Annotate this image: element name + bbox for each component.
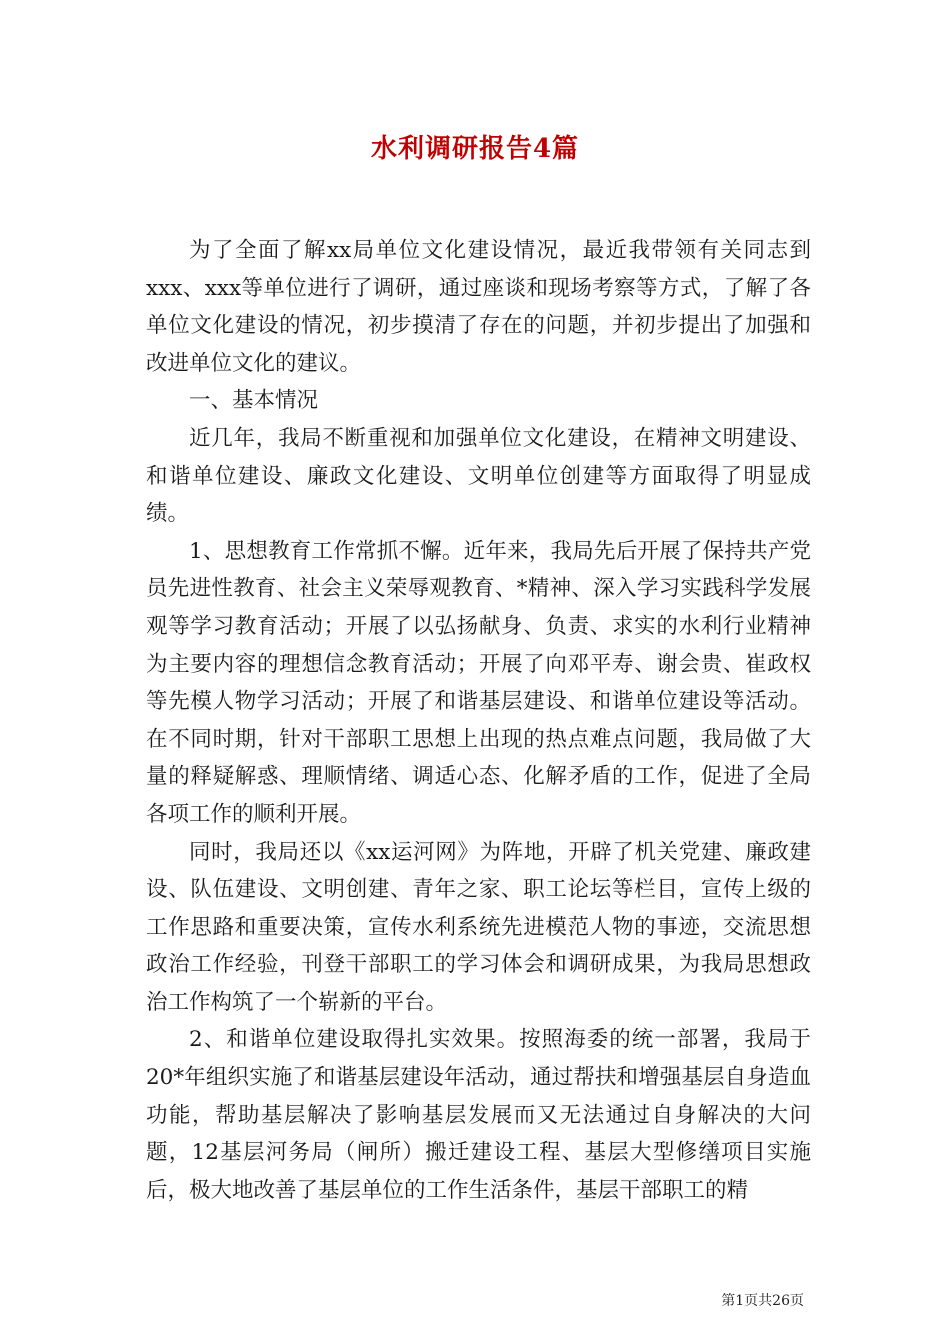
section-heading-basic-situation: 一、基本情况 (189, 388, 319, 414)
page-number: 第1页共26页 (721, 1293, 804, 1309)
document-title: 水利调研报告4篇 (370, 134, 580, 164)
paragraph-website: 同时，我局还以《xx运河网》为阵地，开辟了机关党建、廉政建设、队伍建设、文明创建、青年之家、职工论坛等栏目，宣传上级的工作思路和重要决策，宣传水利系统先进模范人物的事迹，交流思想政治工作经验，刊登干部职工的学习体会和调研成果，为我局思想政治工作构筑了一个崭新的平台。 (146, 839, 811, 1015)
paragraph-overview: 近几年，我局不断重视和加强单位文化建设，在精神文明建设、和谐单位建设、廉政文化建设、文明单位创建等方面取得了明显成绩。 (146, 425, 811, 527)
document-body (146, 232, 811, 1209)
paragraph-harmonious-unit: 2、和谐单位建设取得扎实效果。按照海委的统一部署，我局于20*年组织实施了和谐基层建设年活动，通过帮扶和增强基层自身造血功能，帮助基层解决了影响基层发展而又无法通过自身解决的大问题，12基层河务局（闸所）搬迁建设工程、基层大型修缮项目实施后，极大地改善了基层单位的工作生活条件，基层干部职工的精 (146, 1027, 811, 1203)
paragraph-intro: 为了全面了解xx局单位文化建设情况，最近我带领有关同志到xxx、xxx等单位进行了调研，通过座谈和现场考察等方式，了解了各单位文化建设的情况，初步摸清了存在的问题，并初步提出了加强和改进单位文化的建议。 (146, 238, 811, 376)
paragraph-ideological-education: 1、思想教育工作常抓不懈。近年来，我局先后开展了保持共产党员先进性教育、社会主义荣辱观教育、*精神、深入学习实践科学发展观等学习教育活动；开展了以弘扬献身、负责、求实的水利行业精神为主要内容的理想信念教育活动；开展了向邓平寿、谢会贵、崔政权等先模人物学习活动；开展了和谐基层建设、和谐单位建设等活动。在不同时期，针对干部职工思想上出现的热点难点问题，我局做了大量的释疑解惑、理顺情绪、调适心态、化解矛盾的工作，促进了全局各项工作的顺利开展。 (146, 538, 811, 827)
